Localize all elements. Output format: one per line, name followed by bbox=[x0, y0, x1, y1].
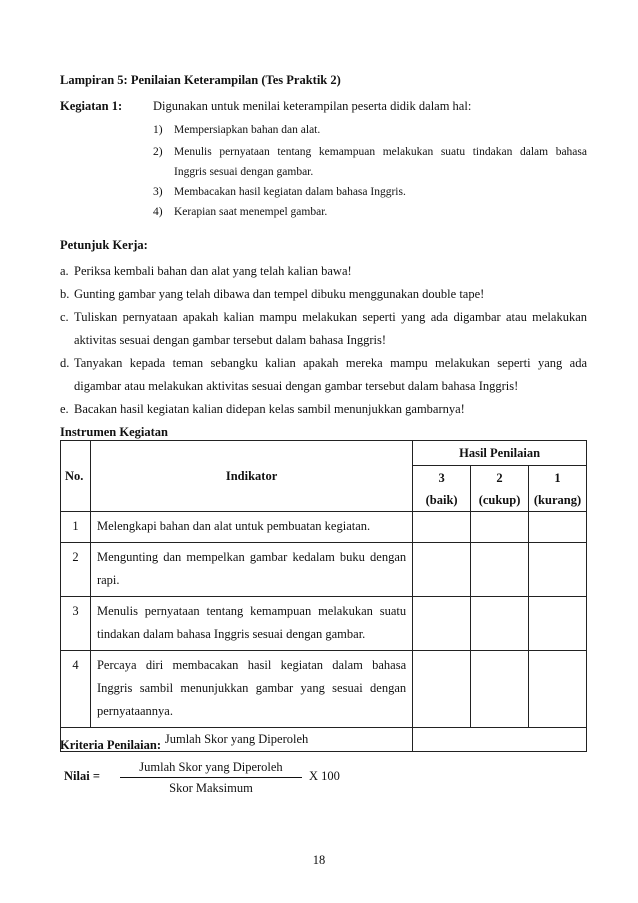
kegiatan-label: Kegiatan 1: bbox=[60, 99, 123, 113]
kegiatan-intro: Digunakan untuk menilai keterampilan peserta didik dalam hal: bbox=[153, 99, 472, 113]
petunjuk-letter: a. bbox=[60, 264, 69, 278]
total-label: Jumlah Skor yang Diperoleh bbox=[61, 728, 413, 752]
header-score-2 bbox=[471, 466, 529, 512]
score-cell[interactable] bbox=[529, 597, 587, 651]
header-indikator: Indikator bbox=[90, 441, 412, 512]
row-number: 1 bbox=[61, 512, 91, 543]
formula-multiplier: X 100 bbox=[309, 769, 340, 783]
score-cell[interactable] bbox=[471, 651, 529, 728]
table-row bbox=[61, 597, 587, 651]
petunjuk-letter: b. bbox=[60, 287, 70, 301]
kegiatan-item-num: 1) bbox=[153, 124, 163, 136]
total-score-cell[interactable] bbox=[413, 728, 587, 752]
formula-numerator: Jumlah Skor yang Diperoleh bbox=[139, 760, 283, 774]
score-cell[interactable] bbox=[529, 512, 587, 543]
kegiatan-item-text: Mempersiapkan bahan dan alat. bbox=[174, 124, 321, 136]
score-cell[interactable] bbox=[413, 543, 471, 597]
row-indikator: Mengunting dan mempelkan gambar kedalam buku dengan rapi. bbox=[90, 543, 412, 597]
score-cell[interactable] bbox=[529, 651, 587, 728]
score-value: 1 bbox=[554, 470, 561, 485]
score-cell[interactable] bbox=[413, 651, 471, 728]
petunjuk-title: Petunjuk Kerja: bbox=[60, 238, 148, 252]
instrumen-title: Instrumen Kegiatan bbox=[60, 425, 168, 439]
score-cell[interactable] bbox=[471, 597, 529, 651]
score-label: (kurang) bbox=[533, 492, 582, 507]
petunjuk-text: Gunting gambar yang telah dibawa dan tempel dibuku menggunakan double tape! bbox=[74, 287, 485, 301]
header-no: No. bbox=[61, 441, 91, 512]
score-label: (baik) bbox=[425, 492, 458, 507]
kriteria-title: Kriteria Penilaian: bbox=[60, 738, 162, 752]
kegiatan-item-text-cont: Inggris sesuai dengan gambar. bbox=[174, 166, 314, 178]
row-number: 4 bbox=[61, 651, 91, 728]
petunjuk-text: Tuliskan pernyataan apakah kalian mampu melakukan seperti yang ada digambar atau melakukan bbox=[74, 310, 587, 324]
petunjuk-text: Periksa kembali bahan dan alat yang telah kalian bawa! bbox=[74, 264, 352, 278]
score-value: 2 bbox=[496, 470, 503, 485]
score-cell[interactable] bbox=[529, 543, 587, 597]
kegiatan-item-text: Kerapian saat menempel gambar. bbox=[174, 206, 328, 218]
score-label: (cukup) bbox=[478, 492, 521, 507]
table-row bbox=[61, 512, 587, 543]
kegiatan-item-num: 3) bbox=[153, 186, 163, 198]
table-row bbox=[61, 651, 587, 728]
petunjuk-text-cont: aktivitas sesuai dengan gambar tersebut dalam bahasa Inggris! bbox=[74, 333, 387, 347]
score-cell[interactable] bbox=[413, 512, 471, 543]
row-indikator: Melengkapi bahan dan alat untuk pembuatan kegiatan. bbox=[90, 512, 412, 543]
score-value: 3 bbox=[438, 470, 445, 485]
assessment-table bbox=[60, 440, 587, 752]
petunjuk-text: Tanyakan kepada teman sebangku kalian apakah mereka mampu melakukan seperti yang ada bbox=[74, 356, 587, 370]
score-cell[interactable] bbox=[471, 512, 529, 543]
page-title: Lampiran 5: Penilaian Keterampilan (Tes Praktik 2) bbox=[60, 73, 341, 87]
fraction-line bbox=[120, 777, 302, 778]
row-number: 2 bbox=[61, 543, 91, 597]
page-number: 18 bbox=[312, 853, 326, 867]
row-number: 3 bbox=[61, 597, 91, 651]
nilai-label: Nilai = bbox=[64, 769, 100, 783]
table-row bbox=[61, 543, 587, 597]
kegiatan-item-num: 4) bbox=[153, 206, 163, 218]
header-hasil-penilaian: Hasil Penilaian bbox=[413, 441, 587, 466]
kegiatan-item-num: 2) bbox=[153, 146, 163, 158]
petunjuk-letter: c. bbox=[60, 310, 69, 324]
formula-denominator: Skor Maksimum bbox=[169, 781, 253, 795]
score-cell[interactable] bbox=[471, 543, 529, 597]
petunjuk-text-cont: digambar atau melakukan aktivitas sesuai dengan gambar tersebut dalam bahasa Inggris! bbox=[74, 379, 519, 393]
petunjuk-letter: e. bbox=[60, 402, 69, 416]
row-indikator: Menulis pernyataan tentang kemampuan melakukan suatu tindakan dalam bahasa Inggris sesuai dengan gambar. bbox=[90, 597, 412, 651]
score-cell[interactable] bbox=[413, 597, 471, 651]
petunjuk-letter: d. bbox=[60, 356, 70, 370]
header-score-3 bbox=[413, 466, 471, 512]
kegiatan-item-text: Menulis pernyataan tentang kemampuan melakukan suatu tindakan dalam bahasa bbox=[174, 146, 587, 158]
row-indikator: Percaya diri membacakan hasil kegiatan dalam bahasa Inggris sambil menunjukkan gambar yang sesuai dengan pernyataannya. bbox=[90, 651, 412, 728]
petunjuk-text: Bacakan hasil kegiatan kalian didepan kelas sambil menunjukkan gambarnya! bbox=[74, 402, 465, 416]
header-score-1 bbox=[529, 466, 587, 512]
kegiatan-item-text: Membacakan hasil kegiatan dalam bahasa Inggris. bbox=[174, 186, 406, 198]
